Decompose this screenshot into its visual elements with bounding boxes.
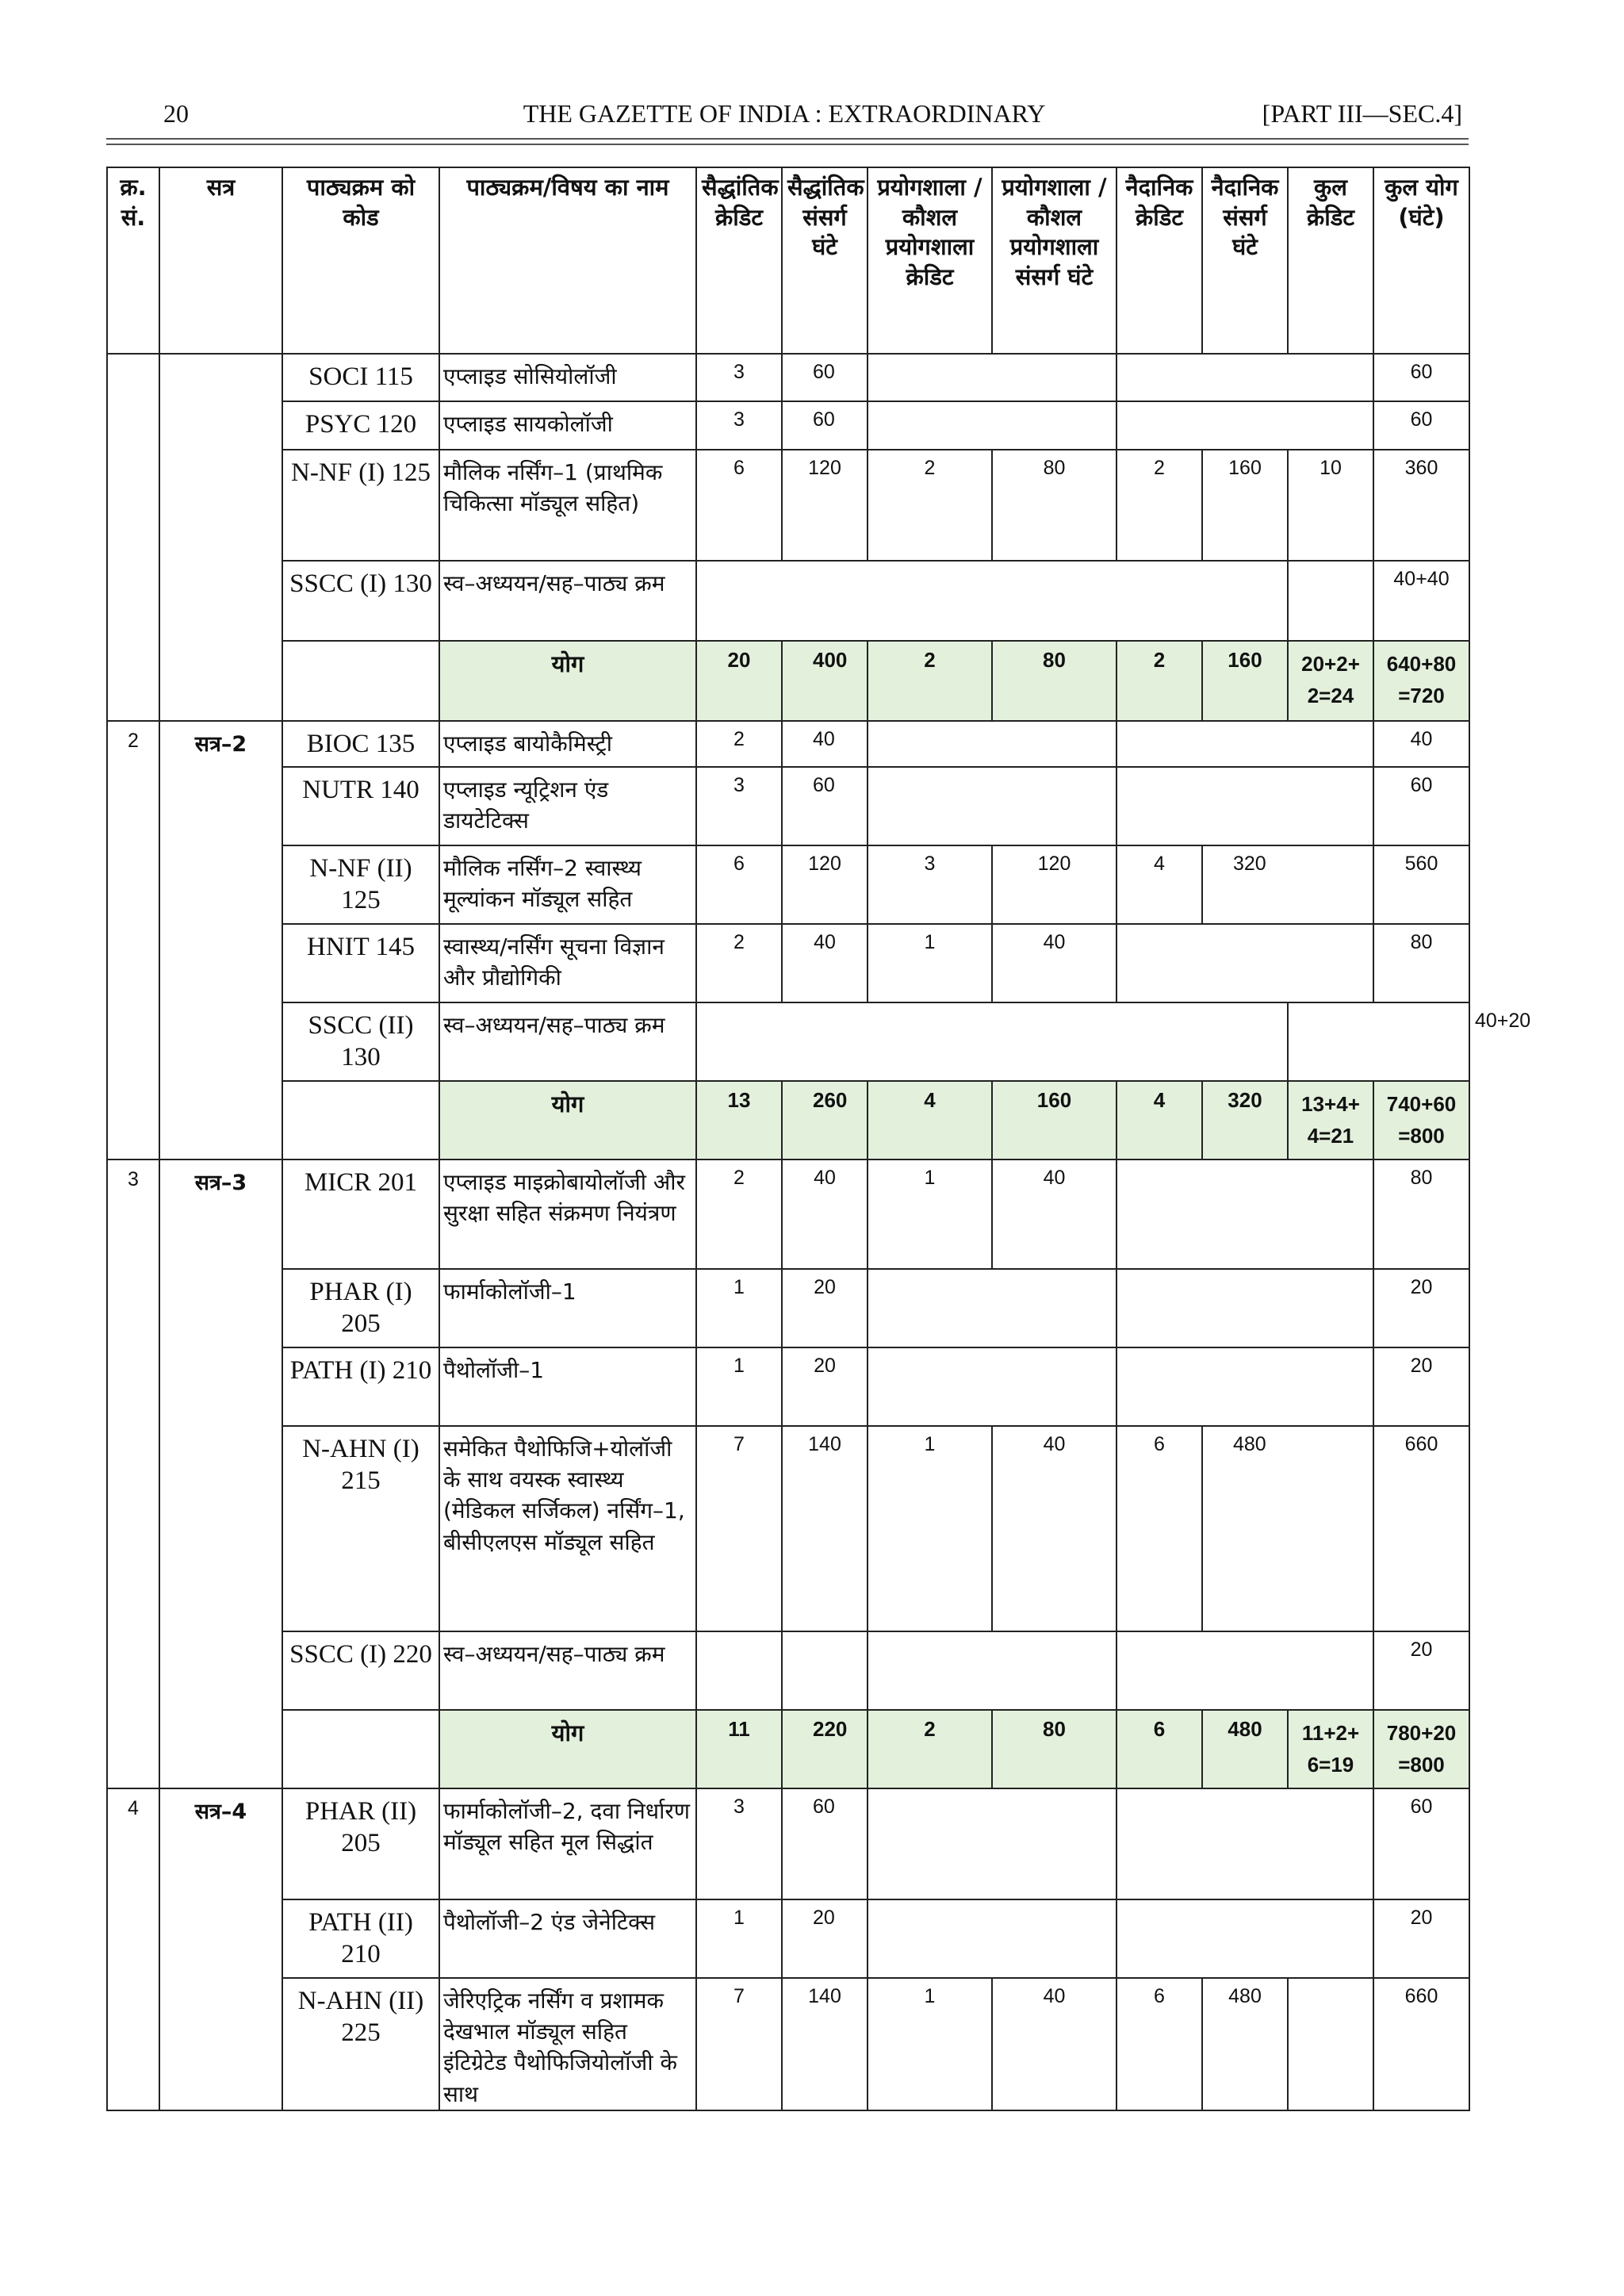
total-label: योग (439, 641, 696, 721)
table-row (107, 1159, 1469, 1269)
total-row (107, 641, 1469, 721)
lab-cell (868, 1899, 1116, 1978)
course-code: BIOC 135 (282, 721, 439, 767)
theory-credit: 6 (696, 845, 782, 924)
lab-hours: 40 (992, 1426, 1116, 1631)
course-code: PHAR (I) 205 (282, 1269, 439, 1347)
theory-credit: 1 (696, 1899, 782, 1978)
col-header: नैदानिक क्रेडिट (1116, 167, 1202, 354)
course-name: स्व–अध्ययन/सह–पाठ्य क्रम (439, 1002, 696, 1081)
lab-credit: 1 (868, 924, 992, 1002)
total-hours: 20 (1373, 1269, 1469, 1347)
theory-hours: 60 (782, 767, 868, 845)
lab-credit: 2 (868, 450, 992, 561)
table-row (107, 1788, 1469, 1899)
course-name: पैथोलॉजी–2 एंड जेनेटिक्स (439, 1899, 696, 1978)
clinical-credit: 6 (1116, 1426, 1202, 1631)
session-name: सत्र–2 (159, 721, 282, 1159)
table-row (107, 924, 1469, 1002)
course-name: एप्लाइड सोसियोलॉजी (439, 354, 696, 401)
table-row (107, 721, 1469, 767)
clinical-hours: 160 (1202, 641, 1288, 721)
session-name: सत्र–3 (159, 1159, 282, 1788)
table-row (107, 1426, 1469, 1631)
serial-number: 2 (107, 721, 159, 1159)
lab-credit: 2 (868, 641, 992, 721)
col-header: नैदानिक संसर्ग घंटे (1202, 167, 1288, 354)
course-name: एप्लाइड सायकोलॉजी (439, 401, 696, 450)
clinical-hours: 480 (1202, 1978, 1288, 2110)
theory-credit: 1 (696, 1269, 782, 1347)
lab-cell (868, 721, 1116, 767)
col-header: सैद्धांतिक संसर्ग घंटे (782, 167, 868, 354)
page-number: 20 (163, 99, 189, 128)
empty-cell (282, 1081, 439, 1159)
clinical-cell (1116, 1269, 1373, 1347)
lab-credit: 3 (868, 845, 992, 924)
theory-credit: 3 (696, 401, 782, 450)
theory-hours: 60 (782, 354, 868, 401)
table-row (107, 845, 1469, 924)
col-header: सैद्धांतिक क्रेडिट (696, 167, 782, 354)
total-hours: 740+60 =800 (1373, 1081, 1469, 1159)
total-hours: 660 (1373, 1978, 1469, 2110)
theory-credit: 1 (696, 1347, 782, 1426)
theory-hours: 40 (782, 721, 868, 767)
header-rule (106, 138, 1469, 140)
theory-hours: 120 (782, 450, 868, 561)
course-code: N-AHN (II) 225 (282, 1978, 439, 2110)
clinical-cell (1116, 767, 1373, 845)
clinical-cell (1116, 1788, 1373, 1899)
theory-credit: 6 (696, 450, 782, 561)
theory-credit: 20 (696, 641, 782, 721)
course-code: SSCC (I) 220 (282, 1631, 439, 1710)
total-hours: 20 (1373, 1631, 1469, 1710)
header-rule (106, 144, 1469, 145)
gazette-title: THE GAZETTE OF INDIA : EXTRAORDINARY (523, 99, 1046, 128)
theory-hours: 60 (782, 1788, 868, 1899)
course-name: मौलिक नर्सिंग–1 (प्राथमिक चिकित्सा मॉड्यूल सहित) (439, 450, 696, 561)
total-credit: 20+2+ 2=24 (1288, 641, 1373, 721)
theory-hours: 20 (782, 1899, 868, 1978)
total-hours: 60 (1373, 401, 1469, 450)
theory-credit: 3 (696, 767, 782, 845)
col-header: कुल योग (घंटे) (1373, 167, 1469, 354)
clinical-cell (1116, 354, 1373, 401)
theory-credit: 7 (696, 1978, 782, 2110)
theory-credit: 2 (696, 924, 782, 1002)
course-code: MICR 201 (282, 1159, 439, 1269)
course-code: PATH (II) 210 (282, 1899, 439, 1978)
table-row (107, 354, 1469, 401)
empty-cell (282, 641, 439, 721)
theory-credit: 3 (696, 1788, 782, 1899)
lab-credit: 4 (868, 1081, 992, 1159)
lab-credit: 1 (868, 1978, 992, 2110)
table-row (107, 767, 1469, 845)
lab-hours: 40 (992, 1159, 1116, 1269)
theory-credit: 11 (696, 1710, 782, 1788)
course-code: SOCI 115 (282, 354, 439, 401)
empty-cell (782, 1631, 868, 1710)
total-hours: 20 (1373, 1347, 1469, 1426)
table-row (107, 1978, 1469, 2110)
theory-hours: 40 (782, 1159, 868, 1269)
theory-credit: 3 (696, 354, 782, 401)
clinical-hours: 320 (1202, 1081, 1288, 1159)
clinical-hours: 480 (1202, 1710, 1288, 1788)
course-code: PHAR (II) 205 (282, 1788, 439, 1899)
course-code: HNIT 145 (282, 924, 439, 1002)
course-name: स्व–अध्ययन/सह–पाठ्य क्रम (439, 1631, 696, 1710)
total-hours: 20 (1373, 1899, 1469, 1978)
table-row (107, 1631, 1469, 1710)
theory-hours: 140 (782, 1978, 868, 2110)
clinical-credit: 6 (1116, 1978, 1202, 2110)
table-row (107, 1269, 1469, 1347)
total-hours: 640+80 =720 (1373, 641, 1469, 721)
lab-cell (868, 1788, 1116, 1899)
total-label: योग (439, 1710, 696, 1788)
empty-cell (696, 1002, 1288, 1081)
table-row (107, 1899, 1469, 1978)
course-name: जेरिएट्रिक नर्सिंग व प्रशामक देखभाल मॉड्यूल सहित इंटिग्रेटेड पैथोफिजियोलॉजी के साथ (439, 1978, 696, 2110)
course-code: N-AHN (I) 215 (282, 1426, 439, 1631)
theory-hours: 120 (782, 845, 868, 924)
clinical-credit: 4 (1116, 845, 1202, 924)
lab-hours: 80 (992, 450, 1116, 561)
lab-hours: 160 (992, 1081, 1116, 1159)
lab-cell (868, 401, 1116, 450)
total-hours: 60 (1373, 354, 1469, 401)
theory-hours: 220 (782, 1710, 868, 1788)
lab-cell (868, 767, 1116, 845)
total-credit (1288, 561, 1373, 641)
col-header: पाठ्यक्रम को कोड (282, 167, 439, 354)
lab-cell (868, 354, 1116, 401)
table-row: SSCC (II) 130 स्व–अध्ययन/सह–पाठ्य क्रम 40+20 (107, 1002, 1469, 1081)
course-code: PSYC 120 (282, 401, 439, 450)
clinical-credit: 6 (1116, 1710, 1202, 1788)
course-name: मौलिक नर्सिंग–2 स्वास्थ्य मूल्यांकन मॉड्यूल सहित (439, 845, 696, 924)
theory-hours: 20 (782, 1347, 868, 1426)
theory-hours: 400 (782, 641, 868, 721)
empty-cell (696, 561, 1288, 641)
empty-cell (1288, 1002, 1469, 1081)
gazette-part: [PART III—SEC.4] (1262, 99, 1462, 128)
clinical-credit: 2 (1116, 641, 1202, 721)
clinical-hours: 480 (1202, 1426, 1373, 1631)
col-header: सत्र (159, 167, 282, 354)
clinical-hours: 160 (1202, 450, 1288, 561)
table-row (107, 401, 1469, 450)
course-code: SSCC (II) 130 (282, 1002, 439, 1081)
total-hours: 40+40 (1373, 561, 1469, 641)
lab-hours: 40 (992, 1978, 1116, 2110)
col-header: कुल क्रेडिट (1288, 167, 1373, 354)
total-hours: 780+20 =800 (1373, 1710, 1469, 1788)
lab-hours: 120 (992, 845, 1116, 924)
total-hours: 560 (1373, 845, 1469, 924)
total-label: योग (439, 1081, 696, 1159)
course-code: N-NF (II) 125 (282, 845, 439, 924)
table-row (107, 1347, 1469, 1426)
clinical-cell (1116, 1347, 1373, 1426)
clinical-hours: 320 (1202, 845, 1373, 924)
clinical-cell (1116, 401, 1373, 450)
serial-number: 4 (107, 1788, 159, 2110)
course-code: PATH (I) 210 (282, 1347, 439, 1426)
page-header (106, 0, 1462, 167)
course-name: समेकित पैथोफिजि+योलॉजी के साथ वयस्क स्वास्थ्य (मेडिकल सर्जिकल) नर्सिंग–1, बीसीएलएस मॉड्यूल सहित (439, 1426, 696, 1631)
course-code: NUTR 140 (282, 767, 439, 845)
total-credit: 10 (1288, 450, 1373, 561)
total-credit: 13+4+ 4=21 (1288, 1081, 1373, 1159)
lab-hours: 80 (992, 1710, 1116, 1788)
total-row (107, 1710, 1469, 1788)
lab-cell (868, 1269, 1116, 1347)
clinical-cell (1116, 1899, 1373, 1978)
total-row (107, 1081, 1469, 1159)
serial-number: 3 (107, 1159, 159, 1788)
course-name: एप्लाइड माइक्रोबायोलॉजी और सुरक्षा सहित संक्रमण नियंत्रण (439, 1159, 696, 1269)
total-hours: 80 (1373, 924, 1469, 1002)
lab-cell (868, 1347, 1116, 1426)
serial-number (107, 354, 159, 721)
empty-cell (696, 1631, 782, 1710)
theory-credit: 2 (696, 1159, 782, 1269)
lab-credit: 2 (868, 1710, 992, 1788)
theory-hours: 260 (782, 1081, 868, 1159)
session-name: सत्र–4 (159, 1788, 282, 2110)
clinical-cell (1116, 924, 1373, 1002)
theory-hours: 20 (782, 1269, 868, 1347)
syllabus-table (106, 167, 1531, 2111)
clinical-credit: 4 (1116, 1081, 1202, 1159)
course-name: फार्माकोलॉजी–2, दवा निर्धारण मॉड्यूल सहित मूल सिद्धांत (439, 1788, 696, 1899)
total-hours: 660 (1373, 1426, 1469, 1631)
total-hours: 40 (1373, 721, 1469, 767)
table-row (107, 450, 1469, 561)
lab-hours: 40 (992, 924, 1116, 1002)
clinical-credit: 2 (1116, 450, 1202, 561)
col-header: क्र. सं. (107, 167, 159, 354)
col-header: प्रयोगशाला / कौशल प्रयोगशाला क्रेडिट (868, 167, 992, 354)
course-name: स्वास्थ्य/नर्सिंग सूचना विज्ञान और प्रौद्योगिकी (439, 924, 696, 1002)
theory-credit: 13 (696, 1081, 782, 1159)
course-code: SSCC (I) 130 (282, 561, 439, 641)
lab-credit: 1 (868, 1426, 992, 1631)
total-credit (1288, 1978, 1373, 2110)
session-name (159, 354, 282, 721)
col-header: प्रयोगशाला / कौशल प्रयोगशाला संसर्ग घंटे (992, 167, 1116, 354)
clinical-cell (1116, 1159, 1373, 1269)
theory-hours: 140 (782, 1426, 868, 1631)
course-name: फार्माकोलॉजी–1 (439, 1269, 696, 1347)
course-name: स्व–अध्ययन/सह–पाठ्य क्रम (439, 561, 696, 641)
empty-cell (282, 1710, 439, 1788)
col-header: पाठ्यक्रम/विषय का नाम (439, 167, 696, 354)
total-hours: 60 (1373, 1788, 1469, 1899)
total-credit: 11+2+ 6=19 (1288, 1710, 1373, 1788)
lab-credit: 1 (868, 1159, 992, 1269)
total-hours: 80 (1373, 1159, 1469, 1269)
course-name: एप्लाइड न्यूट्रिशन एंड डायटेटिक्स (439, 767, 696, 845)
course-code: N-NF (I) 125 (282, 450, 439, 561)
empty-cell (868, 1631, 1116, 1710)
table-header-row (107, 167, 1469, 354)
theory-credit: 7 (696, 1426, 782, 1631)
empty-cell (1116, 1631, 1373, 1710)
course-name: एप्लाइड बायोकैमिस्ट्री (439, 721, 696, 767)
total-hours: 360 (1373, 450, 1469, 561)
theory-hours: 40 (782, 924, 868, 1002)
course-name: पैथोलॉजी–1 (439, 1347, 696, 1426)
clinical-cell (1116, 721, 1373, 767)
total-hours: 60 (1373, 767, 1469, 845)
theory-hours: 60 (782, 401, 868, 450)
theory-credit: 2 (696, 721, 782, 767)
table-row (107, 561, 1469, 641)
lab-hours: 80 (992, 641, 1116, 721)
